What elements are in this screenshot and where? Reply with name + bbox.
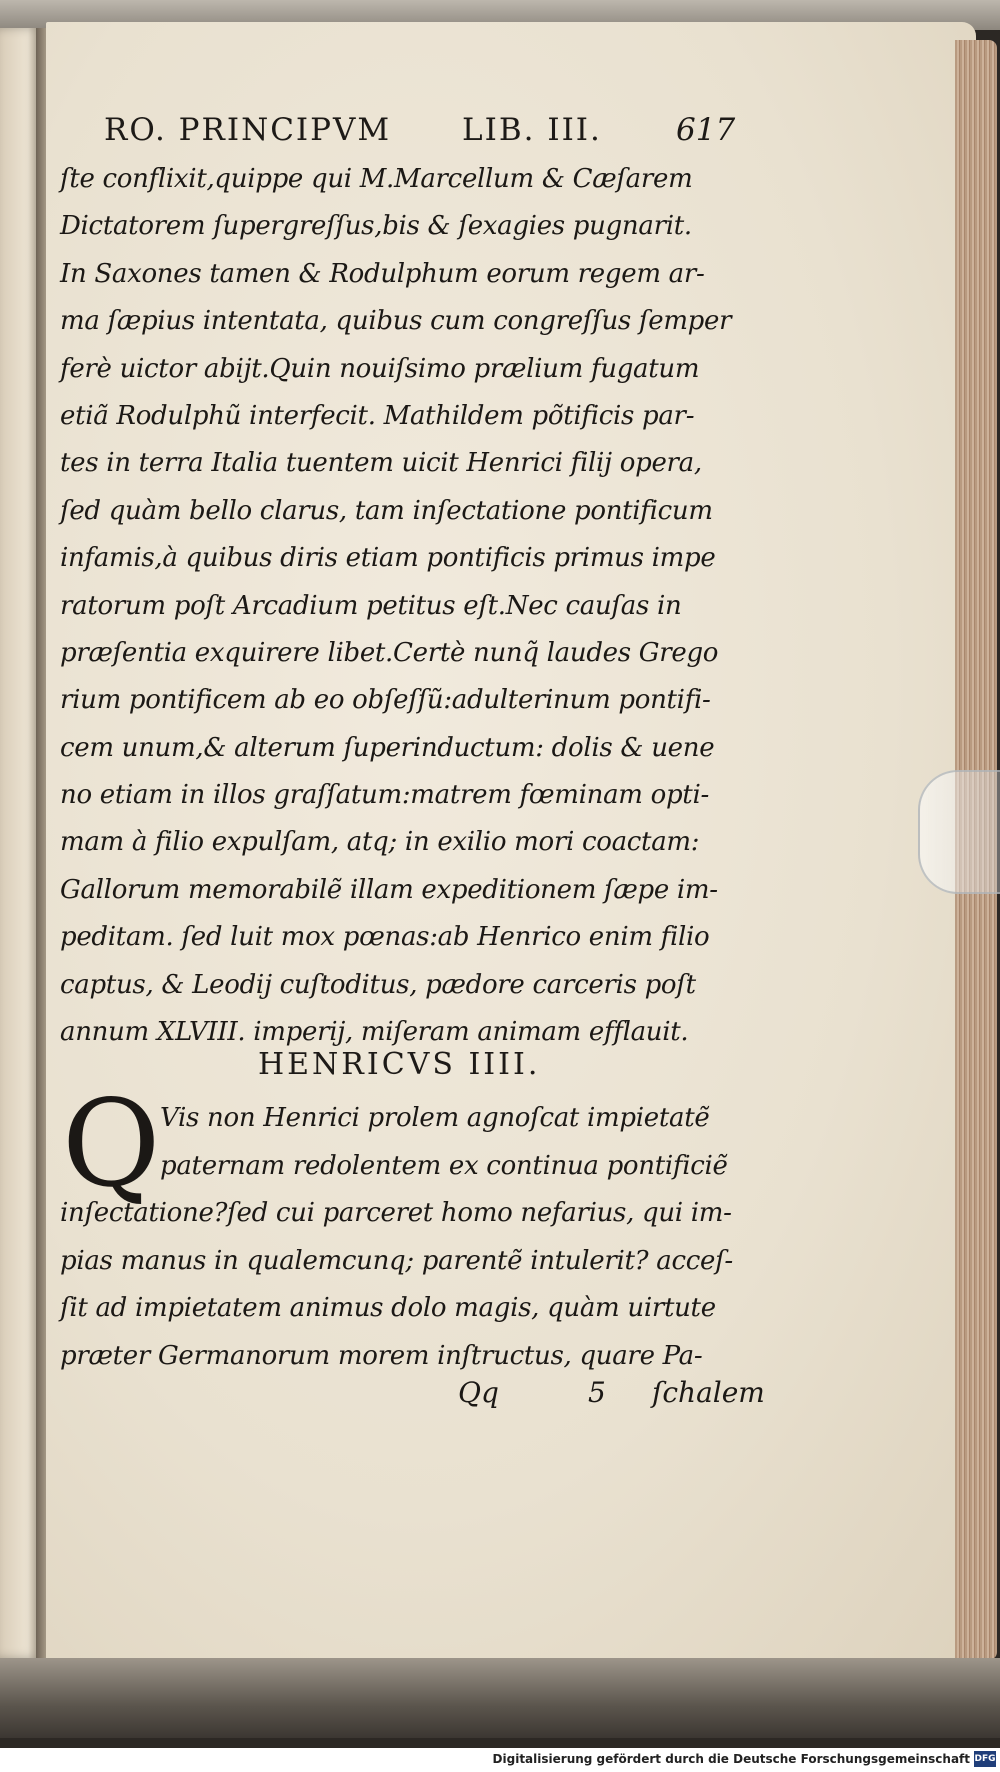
text-line: ſte conflixit,quippe qui M.Marcellum & Cæſarem	[60, 164, 693, 194]
text-line: paternam redolentem ex continua pontificiẽ	[160, 1150, 728, 1181]
text-line: Vis non Henrici prolem agnoſcat impietatẽ	[160, 1103, 710, 1133]
text-line: mam à filio expulſam, atq; in exilio mori coactam:	[60, 827, 700, 858]
page-clamp	[918, 770, 1000, 894]
text-line: ratorum poſt Arcadium petitus eſt.Nec cauſas in	[60, 590, 682, 621]
text-line: Dictatorem ſupergreſſus,bis & ſexagies pugnarit.	[60, 211, 692, 242]
page-number: 617	[676, 112, 736, 148]
text-line: inſectatione?ſed cui parceret homo nefarius, qui im-	[60, 1198, 732, 1229]
text-line: rium pontificem ab eo obſeſſũ:adulterinum pontifi-	[60, 685, 711, 716]
left-facing-page	[0, 28, 40, 1658]
signature-mark: Qq	[458, 1376, 499, 1409]
footer-bar	[0, 1748, 1000, 1772]
drop-cap: Q	[62, 1075, 161, 1214]
text-line: cem unum,& alterum ſuperinductum: dolis & uene	[60, 732, 715, 763]
text-line: peditam. ſed luit mox pœnas:ab Henrico enim filio	[60, 922, 710, 953]
text-line: ma ſæpius intentata, quibus cum congreſſus ſemper	[60, 306, 732, 337]
section-title: HENRICVS IIII.	[258, 1047, 541, 1082]
text-line: ſed quàm bello clarus, tam inſectatione pontificum	[60, 495, 713, 526]
section-text	[60, 1095, 780, 1381]
header-title: RO. PRINCIPVM	[104, 112, 392, 148]
text-line: præter Germanorum morem inſtructus, quare Pa-	[60, 1340, 703, 1371]
book-bottom-edge	[0, 1658, 1000, 1738]
text-line: tes in terra Italia tuentem uicit Henrici filij opera,	[60, 448, 702, 479]
text-line: ſit ad impietatem animus dolo magis, quàm uirtute	[60, 1293, 716, 1324]
text-line: pias manus in qualemcunq; parentẽ intulerit? acceſ-	[60, 1245, 733, 1276]
text-line: præſentia exquirere libet.Certè nunq̃ laudes Grego	[60, 637, 719, 668]
text-line: annum XLVIII. imperij, miſeram animam efflauit.	[60, 1017, 689, 1048]
dfg-logo: DFG	[974, 1751, 996, 1767]
signature-number: 5	[588, 1376, 606, 1409]
text-line: Gallorum memorabilẽ illam expeditionem ſæpe im-	[60, 874, 718, 905]
running-header	[104, 112, 734, 156]
header-book: LIB. III.	[462, 112, 602, 148]
text-line: infamis,à quibus diris etiam pontificis primus impe	[60, 543, 716, 574]
text-line: In Saxones tamen & Rodulphum eorum regem ar-	[60, 258, 705, 289]
text-line: no etiam in illos graſſatum:matrem fœminam opti-	[60, 780, 709, 811]
main-text	[60, 156, 760, 1056]
text-line: ferè uictor abijt.Quin nouiſsimo prælium fugatum	[60, 353, 700, 384]
footer-credit: Digitalisierung gefördert durch die Deutsche Forschungsgemeinschaft	[492, 1752, 970, 1766]
text-line: captus, & Leodij cuſtoditus, pædore carceris poſt	[60, 969, 696, 1000]
text-line: etiã Rodulphũ interfecit. Mathildem põtificis par-	[60, 400, 695, 431]
catchword: ſchalem	[652, 1376, 765, 1409]
